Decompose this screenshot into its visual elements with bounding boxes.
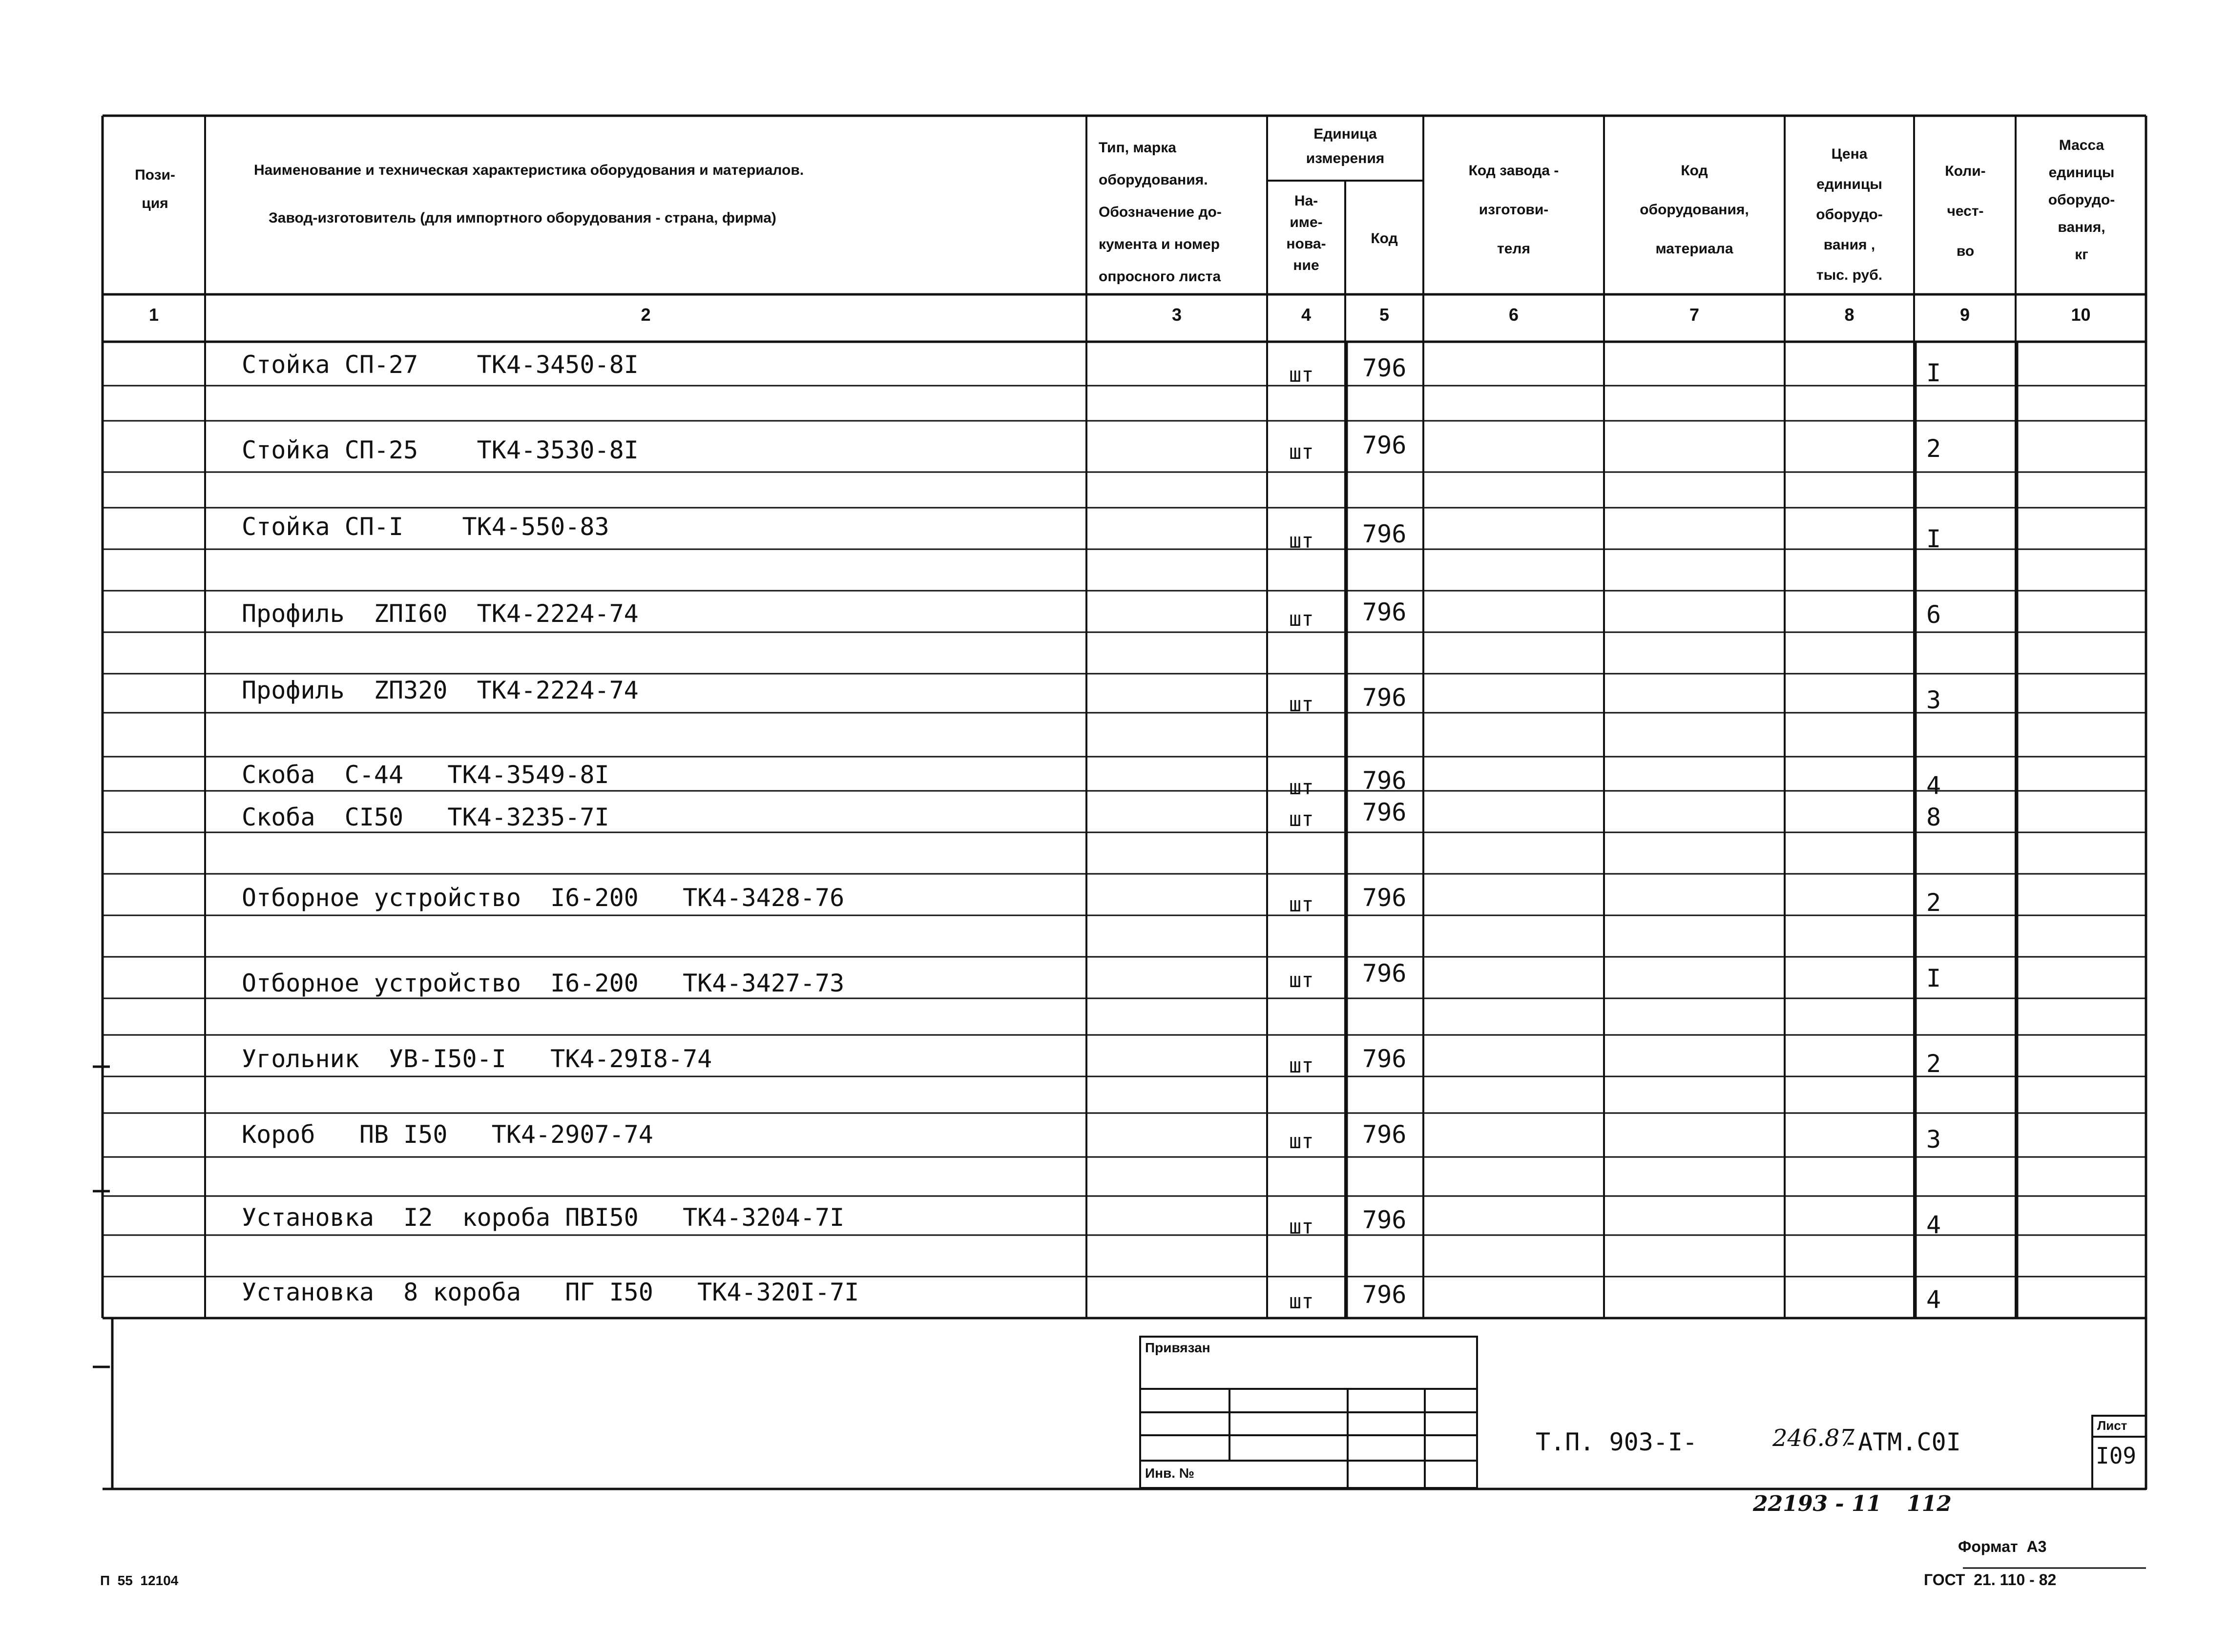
row-unit-code: 796: [1362, 683, 1407, 712]
row-unit: шт: [1289, 807, 1314, 831]
header-text: Код: [1681, 163, 1708, 179]
document-code-suffix: -АТМ.С0I: [1843, 1428, 1961, 1456]
row-item-name: Стойка СП-27 ТК4-3450-8I: [242, 351, 639, 379]
column-number: 4: [1301, 305, 1312, 325]
row-unit: шт: [1289, 692, 1314, 716]
sheet-label: Лист: [2097, 1418, 2127, 1433]
inventory-label: Инв. №: [1145, 1466, 1195, 1481]
header-text: оборудо-: [2048, 192, 2115, 208]
header-position: [105, 161, 205, 218]
header-text: Коли-: [1945, 163, 1986, 179]
row-unit-code: 796: [1362, 598, 1407, 626]
row-item-name: Профиль ZП320 ТК4-2224-74: [242, 676, 639, 704]
header-text: ние: [1293, 257, 1319, 273]
row-quantity: 4: [1926, 1285, 1941, 1314]
column-number: 10: [2071, 305, 2091, 325]
header-text: Код: [1371, 230, 1398, 247]
column-number: 5: [1379, 305, 1390, 325]
row-unit-code: 796: [1362, 959, 1407, 988]
row-unit: шт: [1289, 892, 1314, 916]
row-unit: шт: [1289, 363, 1314, 387]
column-number: 8: [1844, 305, 1854, 325]
row-quantity: I: [1926, 964, 1941, 992]
header-text: чест-: [1947, 203, 1984, 219]
row-quantity: I: [1926, 359, 1941, 387]
handwritten-page: 112: [1907, 1491, 1952, 1516]
header-text: Обозначение до-: [1099, 204, 1222, 220]
row-item-name: Профиль ZПI60 ТК4-2224-74: [242, 599, 639, 628]
row-item-name: Отборное устройство I6-200 ТК4-3428-76: [242, 884, 845, 912]
row-quantity: 4: [1926, 1211, 1941, 1239]
row-unit: шт: [1289, 440, 1314, 464]
handwritten-number: 22193 - 11: [1753, 1491, 1882, 1516]
header-text: оборудования,: [1640, 202, 1749, 218]
header-text: На-: [1294, 193, 1318, 209]
row-quantity: 2: [1926, 434, 1941, 463]
header-text: нова-: [1286, 236, 1326, 252]
header-text: Код завода -: [1468, 163, 1559, 179]
row-unit-code: 796: [1362, 431, 1407, 459]
header-text: Наименование и техническая характеристика оборудования и материалов.: [254, 162, 804, 178]
header-equipment-code: [1606, 151, 1782, 268]
header-mass: [2018, 132, 2145, 268]
row-unit-code: 796: [1362, 520, 1407, 548]
row-item-name: Стойка СП-25 ТК4-3530-8I: [242, 436, 639, 464]
header-text: ция: [142, 195, 168, 211]
row-quantity: 6: [1926, 600, 1941, 629]
header-text: вания,: [2058, 219, 2105, 235]
row-unit-code: 796: [1362, 1280, 1407, 1309]
row-unit: шт: [1289, 1129, 1314, 1153]
row-unit: шт: [1289, 1289, 1314, 1313]
gost-label: ГОСТ 21. 110 - 82: [1924, 1571, 2057, 1589]
column-number: 7: [1689, 305, 1700, 325]
row-unit-code: 796: [1362, 884, 1407, 912]
header-text: кумента и номер: [1099, 236, 1220, 252]
left-code: П 55 12104: [100, 1573, 179, 1588]
header-unit-group: [1270, 122, 1421, 171]
header-type: [1089, 132, 1265, 293]
row-unit: шт: [1289, 529, 1314, 553]
row-item-name: Угольник УВ-I50-I ТК4-29I8-74: [242, 1045, 712, 1073]
row-quantity: I: [1926, 525, 1941, 553]
column-number: 6: [1508, 305, 1519, 325]
row-unit-code: 796: [1362, 354, 1407, 382]
row-item-name: Установка 8 короба ПГ I50 ТК4-320I-7I: [242, 1278, 859, 1306]
row-item-name: Стойка СП-I ТК4-550-83: [242, 513, 609, 541]
header-text: единицы: [2048, 165, 2115, 181]
row-quantity: 2: [1926, 1050, 1941, 1078]
header-text: оборудо-: [1816, 206, 1883, 223]
header-text: Масса: [2059, 137, 2104, 153]
header-text: Пози-: [135, 167, 175, 183]
header-text: теля: [1497, 241, 1530, 257]
header-text: измерения: [1306, 150, 1385, 166]
bound-label: Привязан: [1145, 1340, 1210, 1355]
row-unit: шт: [1289, 968, 1314, 992]
header-text: тыс. руб.: [1816, 267, 1883, 283]
header-text: Завод-изготовитель (для импортного оборудования - страна, фирма): [269, 210, 776, 226]
row-quantity: 3: [1926, 1125, 1941, 1154]
format-label: Формат А3: [1958, 1538, 2047, 1555]
header-text: материала: [1655, 241, 1733, 257]
row-unit: шт: [1289, 775, 1314, 799]
header-text: вания ,: [1823, 237, 1875, 253]
header-text: единицы: [1816, 176, 1882, 192]
row-item-name: Короб ПВ I50 ТК4-2907-74: [242, 1120, 653, 1149]
row-quantity: 3: [1926, 686, 1941, 714]
row-unit-code: 796: [1362, 798, 1407, 826]
header-text: опросного листа: [1099, 268, 1221, 285]
row-unit-code: 796: [1362, 1120, 1407, 1149]
row-unit-code: 796: [1362, 766, 1407, 795]
header-quantity: [1917, 151, 2014, 271]
document-code-prefix: Т.П. 903-I-: [1536, 1428, 1698, 1456]
column-number: 1: [148, 305, 159, 325]
sheet-number: I09: [2096, 1443, 2137, 1469]
header-plant-code: [1426, 151, 1602, 268]
row-item-name: Установка I2 короба ПВI50 ТК4-3204-7I: [242, 1203, 845, 1232]
column-number: 2: [641, 305, 651, 325]
row-unit: шт: [1289, 1053, 1314, 1077]
row-quantity: 8: [1926, 803, 1941, 831]
header-text: оборудования.: [1099, 172, 1208, 188]
row-unit-code: 796: [1362, 1206, 1407, 1234]
header-text: кг: [2075, 247, 2088, 263]
row-unit: шт: [1289, 607, 1314, 631]
row-unit: шт: [1289, 1215, 1314, 1239]
row-quantity: 2: [1926, 888, 1941, 917]
header-text: Цена: [1831, 146, 1868, 162]
column-number: 9: [1959, 305, 1970, 325]
column-number: 3: [1171, 305, 1182, 325]
header-text: Единица: [1313, 126, 1377, 142]
header-name: [210, 156, 1011, 232]
row-item-name: Скоба С-44 ТК4-3549-8I: [242, 761, 609, 789]
header-text: име-: [1290, 214, 1323, 230]
row-unit-code: 796: [1362, 1045, 1407, 1073]
header-text: Тип, марка: [1099, 140, 1176, 156]
header-text: изготови-: [1479, 202, 1549, 218]
document-code-handwritten: 246.87: [1772, 1425, 1854, 1452]
header-text: во: [1956, 243, 1975, 259]
header-unit-name: [1270, 190, 1343, 276]
row-item-name: Отборное устройство I6-200 ТК4-3427-73: [242, 969, 845, 997]
row-item-name: Скоба СI50 ТК4-3235-7I: [242, 803, 609, 831]
header-price: [1787, 139, 1912, 290]
row-quantity: 4: [1926, 771, 1941, 800]
header-unit-code: [1348, 225, 1421, 253]
